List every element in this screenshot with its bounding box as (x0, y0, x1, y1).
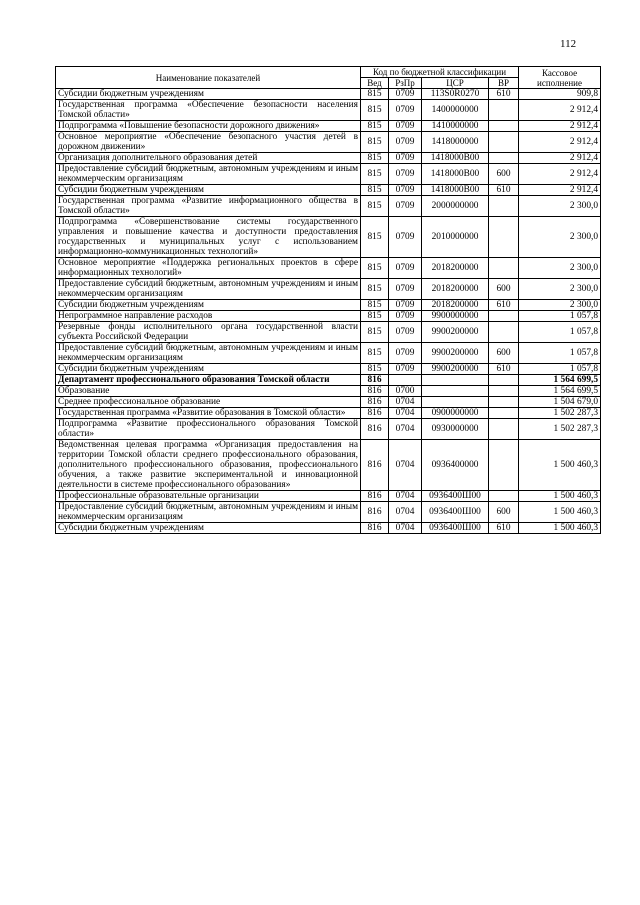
row-amount: 2 300,0 (519, 217, 601, 258)
row-rzpr: 0709 (389, 279, 422, 300)
row-amount: 1 057,8 (519, 322, 601, 343)
row-ved: 815 (361, 121, 389, 132)
row-amount: 1 057,8 (519, 364, 601, 375)
row-vr (489, 322, 519, 343)
row-ved: 816 (361, 419, 389, 440)
row-csr: 1410000000 (422, 121, 489, 132)
row-vr (489, 386, 519, 397)
row-rzpr: 0709 (389, 322, 422, 343)
row-vr (489, 132, 519, 153)
row-name: Подпрограмма «Развитие профессионального образования Томской области» (56, 419, 361, 440)
table-row (56, 343, 601, 364)
row-rzpr: 0709 (389, 100, 422, 121)
row-csr: 9900200000 (422, 322, 489, 343)
row-rzpr: 0709 (389, 300, 422, 311)
table-row (56, 258, 601, 279)
row-vr: 610 (489, 185, 519, 196)
row-csr: 0936400Ш00 (422, 523, 489, 534)
row-amount: 2 912,4 (519, 132, 601, 153)
row-name: Субсидии бюджетным учреждениям (56, 185, 361, 196)
row-csr: 1418000В00 (422, 164, 489, 185)
row-ved: 815 (361, 364, 389, 375)
row-amount: 2 300,0 (519, 196, 601, 217)
row-rzpr: 0704 (389, 502, 422, 523)
row-ved: 815 (361, 89, 389, 100)
row-ved: 816 (361, 397, 389, 408)
table-row (56, 121, 601, 132)
row-csr: 1418000В00 (422, 185, 489, 196)
table-row (56, 502, 601, 523)
row-vr: 610 (489, 300, 519, 311)
row-csr: 0936400000 (422, 440, 489, 491)
table-row (56, 279, 601, 300)
row-name: Резервные фонды исполнительного органа государственной власти субъекта Российской Федерации (56, 322, 361, 343)
row-name: Организация дополнительного образования детей (56, 153, 361, 164)
row-name: Субсидии бюджетным учреждениям (56, 364, 361, 375)
row-csr: 2000000000 (422, 196, 489, 217)
row-csr: 2018200000 (422, 258, 489, 279)
row-ved: 815 (361, 196, 389, 217)
row-rzpr: 0704 (389, 491, 422, 502)
row-csr: 0900000000 (422, 408, 489, 419)
row-name: Субсидии бюджетным учреждениям (56, 89, 361, 100)
table-row (56, 300, 601, 311)
row-ved: 815 (361, 153, 389, 164)
table-row (56, 375, 601, 386)
row-vr: 600 (489, 502, 519, 523)
row-name: Непрограммное направление расходов (56, 311, 361, 322)
header-rzpr: РзПр (389, 78, 422, 89)
row-name: Предоставление субсидий бюджетным, автономным учреждениям и иным некоммерческим организациям (56, 279, 361, 300)
row-ved: 815 (361, 132, 389, 153)
row-rzpr: 0704 (389, 397, 422, 408)
row-ved: 816 (361, 375, 389, 386)
row-vr (489, 153, 519, 164)
row-name: Образование (56, 386, 361, 397)
row-name: Субсидии бюджетным учреждениям (56, 300, 361, 311)
table-row (56, 523, 601, 534)
row-vr (489, 196, 519, 217)
row-name: Среднее профессиональное образование (56, 397, 361, 408)
header-code-group: Код по бюджетной классификации (361, 67, 519, 78)
table-row (56, 89, 601, 100)
row-vr (489, 397, 519, 408)
row-csr: 9900000000 (422, 311, 489, 322)
row-amount: 2 300,0 (519, 300, 601, 311)
row-amount: 2 912,4 (519, 164, 601, 185)
row-name: Основное мероприятие «Поддержка региональных проектов в сфере информационных технологий» (56, 258, 361, 279)
row-rzpr: 0709 (389, 343, 422, 364)
row-ved: 816 (361, 502, 389, 523)
row-amount: 2 300,0 (519, 258, 601, 279)
table-row (56, 164, 601, 185)
row-csr (422, 397, 489, 408)
row-amount: 2 912,4 (519, 121, 601, 132)
row-csr (422, 386, 489, 397)
row-rzpr: 0704 (389, 408, 422, 419)
row-csr: 1418000000 (422, 132, 489, 153)
table-row (56, 322, 601, 343)
row-name: Департамент профессионального образования Томской области (56, 375, 361, 386)
row-ved: 816 (361, 491, 389, 502)
row-ved: 815 (361, 322, 389, 343)
row-amount: 1 500 460,3 (519, 523, 601, 534)
row-vr: 610 (489, 89, 519, 100)
row-rzpr: 0709 (389, 258, 422, 279)
row-ved: 815 (361, 311, 389, 322)
row-amount: 2 300,0 (519, 279, 601, 300)
header-vr: ВР (489, 78, 519, 89)
row-name: Предоставление субсидий бюджетным, автономным учреждениям и иным некоммерческим организациям (56, 343, 361, 364)
row-amount: 2 912,4 (519, 153, 601, 164)
row-amount: 1 500 460,3 (519, 440, 601, 491)
row-rzpr: 0709 (389, 89, 422, 100)
row-ved: 816 (361, 523, 389, 534)
table-row (56, 397, 601, 408)
row-csr: 1418000В00 (422, 153, 489, 164)
table-row (56, 153, 601, 164)
table-row (56, 386, 601, 397)
row-rzpr: 0709 (389, 164, 422, 185)
row-csr: 9900200000 (422, 343, 489, 364)
budget-table (55, 66, 601, 534)
table-row (56, 491, 601, 502)
row-amount: 1 504 679,0 (519, 397, 601, 408)
table-row (56, 419, 601, 440)
row-amount: 1 502 287,3 (519, 419, 601, 440)
row-csr: 2018200000 (422, 300, 489, 311)
table-body (56, 89, 601, 534)
table-row (56, 100, 601, 121)
row-vr (489, 440, 519, 491)
row-name: Ведомственная целевая программа «Организация предоставления на территории Томской области среднего профессионального образования, дополнительного профессионального образования, профессионального обучения, а также развитие экспериментальной и инновационной деятельности в системе профессионального образования» (56, 440, 361, 491)
table-row (56, 440, 601, 491)
row-amount: 1 502 287,3 (519, 408, 601, 419)
row-csr: 2010000000 (422, 217, 489, 258)
row-ved: 815 (361, 279, 389, 300)
row-name: Предоставление субсидий бюджетным, автономным учреждениям и иным некоммерческим организациям (56, 502, 361, 523)
table-row (56, 364, 601, 375)
row-amount: 1 564 699,5 (519, 375, 601, 386)
row-vr (489, 311, 519, 322)
row-csr: 1400000000 (422, 100, 489, 121)
row-vr (489, 100, 519, 121)
row-vr (489, 491, 519, 502)
row-name: Основное мероприятие «Обеспечение безопасного участия детей в дорожном движении» (56, 132, 361, 153)
row-csr: 113S0R0270 (422, 89, 489, 100)
row-vr (489, 408, 519, 419)
page-number: 112 (560, 38, 577, 50)
row-csr: 9900200000 (422, 364, 489, 375)
row-ved: 815 (361, 164, 389, 185)
row-vr (489, 258, 519, 279)
row-csr: 0936400Ш00 (422, 502, 489, 523)
row-name: Государственная программа «Развитие информационного общества в Томской области» (56, 196, 361, 217)
row-ved: 815 (361, 217, 389, 258)
row-rzpr: 0709 (389, 196, 422, 217)
row-rzpr (389, 375, 422, 386)
row-ved: 815 (361, 343, 389, 364)
row-amount: 1 564 699,5 (519, 386, 601, 397)
row-vr (489, 217, 519, 258)
row-rzpr: 0704 (389, 440, 422, 491)
row-amount: 1 500 460,3 (519, 502, 601, 523)
table-row (56, 311, 601, 322)
row-amount: 2 912,4 (519, 100, 601, 121)
row-csr: 0936400Ш00 (422, 491, 489, 502)
row-csr: 0930000000 (422, 419, 489, 440)
row-name: Государственная программа «Развитие образования в Томской области» (56, 408, 361, 419)
row-vr: 600 (489, 343, 519, 364)
row-rzpr: 0709 (389, 311, 422, 322)
row-name: Подпрограмма «Повышение безопасности дорожного движения» (56, 121, 361, 132)
row-amount: 1 057,8 (519, 343, 601, 364)
row-rzpr: 0709 (389, 132, 422, 153)
row-csr: 2018200000 (422, 279, 489, 300)
row-ved: 815 (361, 185, 389, 196)
row-ved: 816 (361, 408, 389, 419)
header-ved: Вед (361, 78, 389, 89)
row-ved: 815 (361, 100, 389, 121)
row-rzpr: 0709 (389, 121, 422, 132)
row-vr: 600 (489, 164, 519, 185)
row-name: Государственная программа «Обеспечение безопасности населения Томской области» (56, 100, 361, 121)
row-rzpr: 0709 (389, 153, 422, 164)
row-amount: 2 912,4 (519, 185, 601, 196)
row-vr: 610 (489, 523, 519, 534)
table-row (56, 217, 601, 258)
header-amount: Кассовое исполнение (519, 67, 601, 89)
row-vr: 610 (489, 364, 519, 375)
row-vr (489, 375, 519, 386)
table-row (56, 196, 601, 217)
row-amount: 1 057,8 (519, 311, 601, 322)
table-header (56, 67, 601, 89)
header-name: Наименование показателей (56, 67, 361, 89)
row-name: Подпрограмма «Совершенствование системы государственного управления и повышение качества и доступности предоставления государственных и муниципальных услуг с использованием информационно-коммуникационных технологий» (56, 217, 361, 258)
row-ved: 815 (361, 300, 389, 311)
row-name: Профессиональные образовательные организации (56, 491, 361, 502)
row-rzpr: 0709 (389, 364, 422, 375)
row-amount: 909,8 (519, 89, 601, 100)
row-rzpr: 0709 (389, 185, 422, 196)
row-vr (489, 419, 519, 440)
table-row (56, 132, 601, 153)
row-rzpr: 0709 (389, 217, 422, 258)
row-rzpr: 0704 (389, 523, 422, 534)
header-csr: ЦСР (422, 78, 489, 89)
row-ved: 816 (361, 440, 389, 491)
row-rzpr: 0704 (389, 419, 422, 440)
row-vr (489, 121, 519, 132)
row-rzpr: 0700 (389, 386, 422, 397)
row-amount: 1 500 460,3 (519, 491, 601, 502)
row-name: Субсидии бюджетным учреждениям (56, 523, 361, 534)
row-vr: 600 (489, 279, 519, 300)
row-name: Предоставление субсидий бюджетным, автономным учреждениям и иным некоммерческим организациям (56, 164, 361, 185)
table-row (56, 408, 601, 419)
row-ved: 815 (361, 258, 389, 279)
row-csr (422, 375, 489, 386)
row-ved: 816 (361, 386, 389, 397)
table-row (56, 185, 601, 196)
